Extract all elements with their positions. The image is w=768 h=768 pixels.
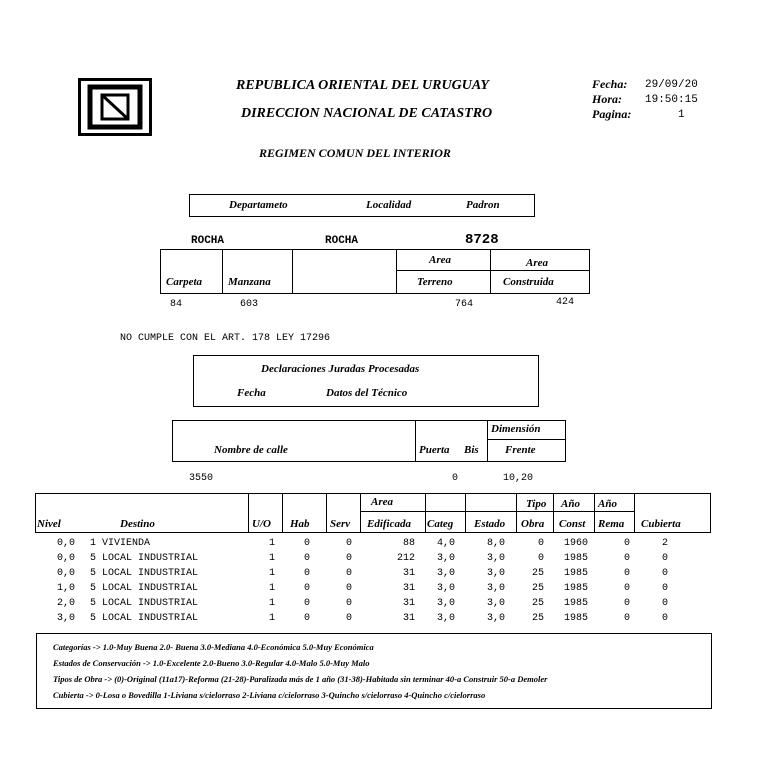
puerta-label: Puerta bbox=[419, 444, 450, 456]
cell-categ: 4,0 bbox=[436, 538, 455, 549]
cell-hab: 0 bbox=[303, 613, 310, 624]
header-area: Area bbox=[371, 496, 393, 508]
cell-cubierta: 0 bbox=[661, 583, 668, 594]
cell-nivel: 1,0 bbox=[56, 583, 75, 594]
cell-cubierta: 0 bbox=[661, 613, 668, 624]
header-anio-const: Año bbox=[561, 498, 580, 510]
cell-obra: 25 bbox=[531, 583, 544, 594]
construida-value: 424 bbox=[556, 297, 575, 308]
cell-rema: 0 bbox=[623, 598, 630, 609]
cell-edificada: 31 bbox=[402, 568, 415, 579]
frente-value: 10,20 bbox=[503, 473, 534, 484]
legend-tipos-obra: Tipos de Obra -> (0)-Original (11a17)-Reforma (21-28)-Paralizada más de 1 año (31-38)-Habitada sin terminar 40-a Construir 50-a Demoler bbox=[53, 674, 548, 684]
bis-label: Bis bbox=[464, 444, 479, 456]
carpeta-label: Carpeta bbox=[166, 276, 203, 288]
padron-label: Padron bbox=[466, 199, 500, 211]
nombre-calle-label: Nombre de calle bbox=[214, 444, 288, 456]
cell-nivel: 3,0 bbox=[56, 613, 75, 624]
cell-const: 1960 bbox=[563, 538, 588, 549]
subtitle-regimen: REGIMEN COMUN DEL INTERIOR bbox=[259, 146, 451, 160]
cell-serv: 0 bbox=[345, 583, 352, 594]
cell-hab: 0 bbox=[303, 553, 310, 564]
cell-hab: 0 bbox=[303, 583, 310, 594]
cell-nivel: 0,0 bbox=[56, 553, 75, 564]
cell-edificada: 212 bbox=[396, 553, 415, 564]
hora-value: 19:50:15 bbox=[645, 94, 698, 106]
header-rema: Rema bbox=[598, 518, 625, 530]
cell-rema: 0 bbox=[623, 613, 630, 624]
frente-label: Frente bbox=[505, 444, 536, 456]
header-nivel: Nivel bbox=[37, 518, 61, 530]
localidad-value: ROCHA bbox=[325, 235, 359, 247]
cell-obra: 25 bbox=[531, 568, 544, 579]
legend-estados: Estados de Conservación -> 1.0-Excelente 2.0-Bueno 3.0-Regular 4.0-Malo 5.0-Muy Malo bbox=[53, 658, 370, 668]
cell-nivel: 0,0 bbox=[56, 538, 75, 549]
cell-rema: 0 bbox=[623, 553, 630, 564]
cell-destino: 5 LOCAL INDUSTRIAL bbox=[90, 568, 199, 579]
cell-serv: 0 bbox=[345, 568, 352, 579]
cell-hab: 0 bbox=[303, 538, 310, 549]
cell-destino: 5 LOCAL INDUSTRIAL bbox=[90, 613, 199, 624]
legend-categorias: Categorías -> 1.0-Muy Buena 2.0- Buena 3.0-Mediana 4.0-Económica 5.0-Muy Económica bbox=[53, 642, 374, 652]
cell-const: 1985 bbox=[563, 613, 588, 624]
declaraciones-tecnico-label: Datos del Técnico bbox=[326, 387, 408, 399]
cell-serv: 0 bbox=[345, 598, 352, 609]
cell-estado: 8,0 bbox=[486, 538, 505, 549]
pagina-label: Pagina: bbox=[592, 107, 632, 121]
cell-destino: 5 LOCAL INDUSTRIAL bbox=[90, 583, 199, 594]
cell-categ: 3,0 bbox=[436, 553, 455, 564]
cell-destino: 5 LOCAL INDUSTRIAL bbox=[90, 598, 199, 609]
title-republica: REPUBLICA ORIENTAL DEL URUGUAY bbox=[236, 78, 489, 93]
cell-estado: 3,0 bbox=[486, 583, 505, 594]
cell-destino: 1 VIVIENDA bbox=[90, 538, 151, 549]
header-edificada: Edificada bbox=[367, 518, 411, 530]
cell-obra: 25 bbox=[531, 598, 544, 609]
notice-text: NO CUMPLE CON EL ART. 178 LEY 17296 bbox=[120, 333, 331, 344]
area-label-construida: Area bbox=[526, 257, 548, 269]
header-categ: Categ bbox=[427, 518, 454, 530]
localidad-label: Localidad bbox=[366, 199, 412, 211]
cell-rema: 0 bbox=[623, 583, 630, 594]
header-destino: Destino bbox=[120, 518, 155, 530]
cell-const: 1985 bbox=[563, 553, 588, 564]
title-direccion: DIRECCION NACIONAL DE CATASTRO bbox=[241, 106, 493, 121]
header-obra: Obra bbox=[521, 518, 545, 530]
legend-cubierta: Cubierta -> 0-Losa o Bovedilla 1-Liviana s/cielorraso 2-Liviana c/cielorraso 3-Quincho s/cielorraso 4-Quincho c/cielorraso bbox=[53, 690, 486, 700]
declaraciones-fecha-label: Fecha bbox=[237, 387, 266, 399]
cell-hab: 0 bbox=[303, 598, 310, 609]
catastro-logo bbox=[78, 78, 152, 136]
fecha-value: 29/09/20 bbox=[645, 79, 698, 91]
header-serv: Serv bbox=[330, 518, 351, 530]
departamento-value: ROCHA bbox=[191, 235, 225, 247]
cell-uo: 1 bbox=[268, 553, 275, 564]
calle-value: 3550 bbox=[189, 473, 214, 484]
header-cubierta: Cubierta bbox=[641, 518, 681, 530]
cell-nivel: 0,0 bbox=[56, 568, 75, 579]
manzana-label: Manzana bbox=[228, 276, 271, 288]
cell-rema: 0 bbox=[623, 568, 630, 579]
cell-estado: 3,0 bbox=[486, 598, 505, 609]
dimension-label: Dimensión bbox=[491, 423, 541, 435]
departamento-label: Departameto bbox=[229, 199, 288, 211]
cell-uo: 1 bbox=[268, 538, 275, 549]
cell-edificada: 88 bbox=[402, 538, 415, 549]
cell-serv: 0 bbox=[345, 538, 352, 549]
cell-hab: 0 bbox=[303, 568, 310, 579]
cell-categ: 3,0 bbox=[436, 568, 455, 579]
header-hab: Hab bbox=[290, 518, 310, 530]
header-uo: U/O bbox=[252, 518, 271, 530]
cell-uo: 1 bbox=[268, 598, 275, 609]
declaraciones-title: Declaraciones Juradas Procesadas bbox=[261, 363, 420, 375]
cell-cubierta: 0 bbox=[661, 598, 668, 609]
cell-categ: 3,0 bbox=[436, 613, 455, 624]
cell-const: 1985 bbox=[563, 598, 588, 609]
cell-uo: 1 bbox=[268, 568, 275, 579]
cell-serv: 0 bbox=[345, 553, 352, 564]
fecha-label: Fecha: bbox=[592, 77, 628, 91]
header-estado: Estado bbox=[474, 518, 506, 530]
cell-nivel: 2,0 bbox=[56, 598, 75, 609]
cell-serv: 0 bbox=[345, 613, 352, 624]
padron-value: 8728 bbox=[465, 232, 499, 248]
cell-uo: 1 bbox=[268, 583, 275, 594]
carpeta-value: 84 bbox=[170, 299, 183, 310]
hora-label: Hora: bbox=[592, 92, 622, 106]
cell-uo: 1 bbox=[268, 613, 275, 624]
cell-cubierta: 0 bbox=[661, 553, 668, 564]
puerta-value: 0 bbox=[452, 473, 459, 484]
cell-categ: 3,0 bbox=[436, 598, 455, 609]
header-anio-rema: Año bbox=[598, 498, 617, 510]
area-label-terreno: Area bbox=[429, 254, 451, 266]
cell-obra: 25 bbox=[531, 613, 544, 624]
cell-estado: 3,0 bbox=[486, 568, 505, 579]
terreno-value: 764 bbox=[455, 299, 474, 310]
cell-edificada: 31 bbox=[402, 613, 415, 624]
cell-edificada: 31 bbox=[402, 583, 415, 594]
manzana-value: 603 bbox=[240, 299, 259, 310]
cell-edificada: 31 bbox=[402, 598, 415, 609]
header-tipo: Tipo bbox=[526, 498, 547, 510]
pagina-value: 1 bbox=[678, 109, 685, 121]
cell-obra: 0 bbox=[537, 553, 544, 564]
cell-obra: 0 bbox=[537, 538, 544, 549]
construida-label: Construida bbox=[503, 276, 554, 288]
cell-const: 1985 bbox=[563, 568, 588, 579]
cell-cubierta: 2 bbox=[661, 538, 668, 549]
cell-destino: 5 LOCAL INDUSTRIAL bbox=[90, 553, 199, 564]
terreno-label: Terreno bbox=[417, 276, 453, 288]
cell-estado: 3,0 bbox=[486, 613, 505, 624]
cell-const: 1985 bbox=[563, 583, 588, 594]
header-const: Const bbox=[559, 518, 586, 530]
cell-rema: 0 bbox=[623, 538, 630, 549]
cell-categ: 3,0 bbox=[436, 583, 455, 594]
cell-estado: 3,0 bbox=[486, 553, 505, 564]
cell-cubierta: 0 bbox=[661, 568, 668, 579]
